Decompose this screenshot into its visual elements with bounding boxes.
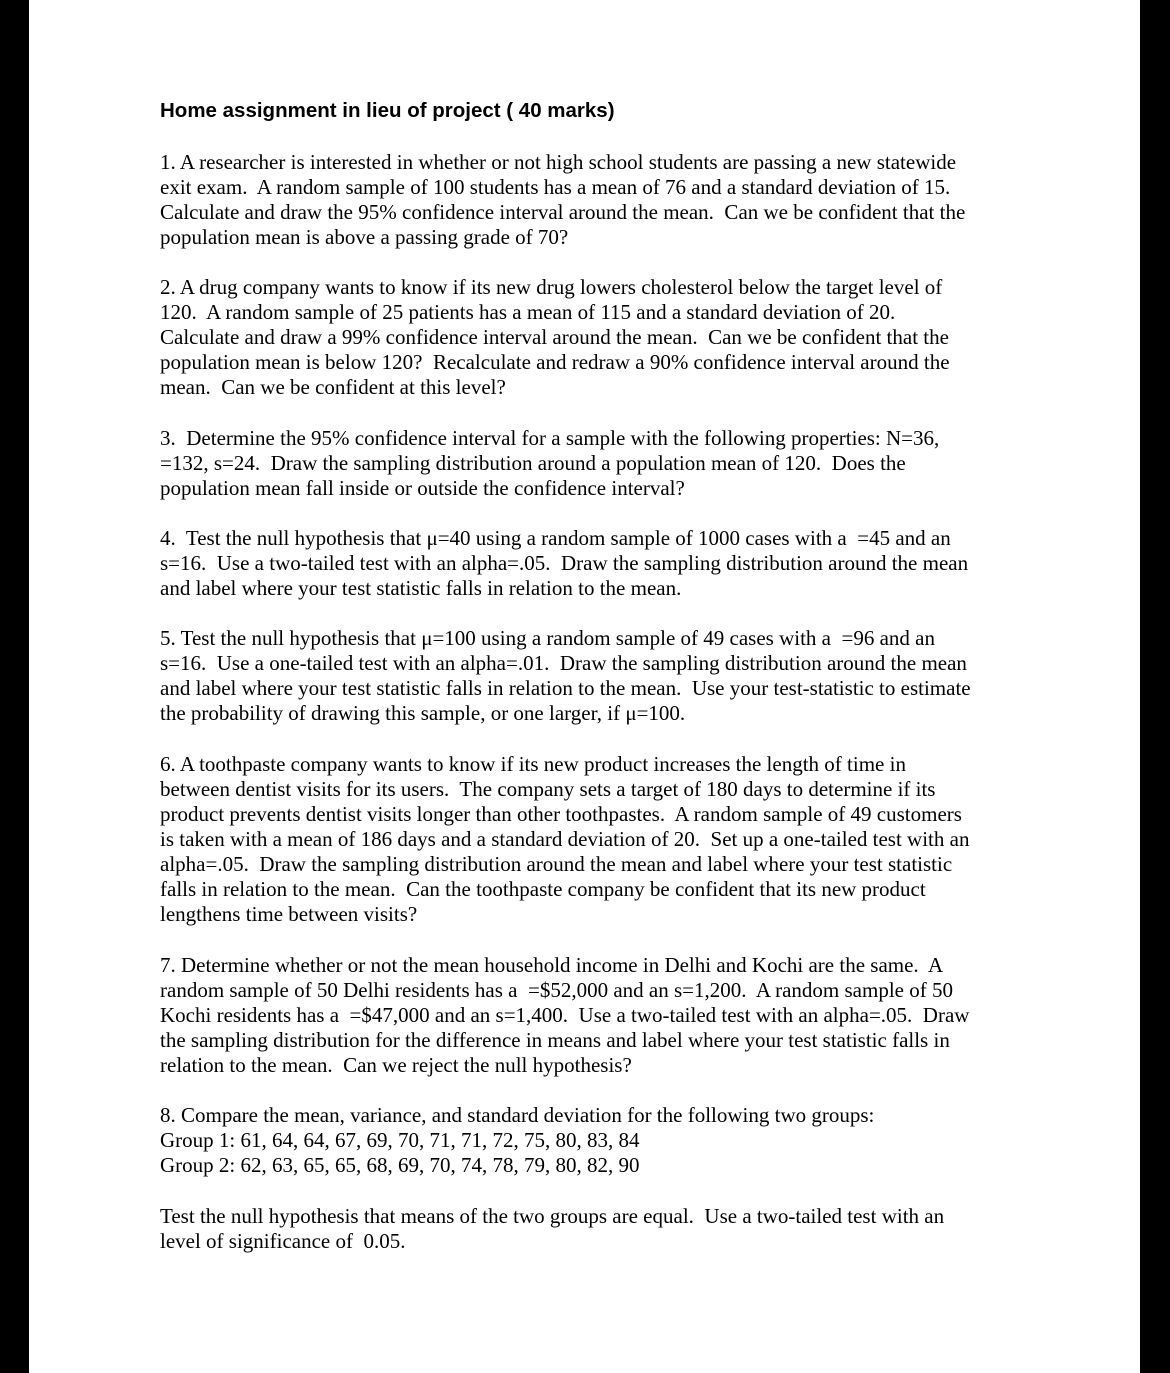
question-8-line: Group 1: 61, 64, 64, 67, 69, 70, 71, 71, 72, 75, 80, 83, 84: [160, 1128, 640, 1152]
document-page: [29, 0, 1140, 1373]
question-2-line: Calculate and draw a 99% confidence interval around the mean. Can we be confident that the: [160, 325, 949, 349]
question-6-line: lengthens time between visits?: [160, 902, 418, 926]
question-6-line: between dentist visits for its users. The company sets a target of 180 days to determine if its: [160, 777, 936, 801]
question-7: [160, 953, 969, 1078]
question-6-line: alpha=.05. Draw the sampling distribution around the mean and label where your test statistic: [160, 852, 953, 876]
question-5: [160, 626, 971, 726]
question-8-test: [160, 1204, 944, 1254]
question-4-line: 4. Test the null hypothesis that μ=40 using a random sample of 1000 cases with a =45 and an: [160, 526, 951, 550]
question-5-line: s=16. Use a one-tailed test with an alpha=.01. Draw the sampling distribution around the mean: [160, 651, 967, 675]
question-8-line: Group 2: 62, 63, 65, 65, 68, 69, 70, 74, 78, 79, 80, 82, 90: [160, 1153, 640, 1177]
document-title: Home assignment in lieu of project ( 40 marks): [160, 99, 615, 122]
question-5-line: the probability of drawing this sample, or one larger, if μ=100.: [160, 701, 686, 725]
question-3-line: population mean fall inside or outside the confidence interval?: [160, 476, 685, 500]
question-1-line: population mean is above a passing grade of 70?: [160, 225, 569, 249]
question-3-line: 3. Determine the 95% confidence interval for a sample with the following properties: N=36,: [160, 426, 940, 450]
question-2-line: population mean is below 120? Recalculate and redraw a 90% confidence interval around the: [160, 350, 950, 374]
question-8-line: 8. Compare the mean, variance, and standard deviation for the following two groups:: [160, 1103, 875, 1127]
question-8: [160, 1103, 874, 1178]
question-7-line: 7. Determine whether or not the mean household income in Delhi and Kochi are the same. A: [160, 953, 944, 977]
question-4-line: s=16. Use a two-tailed test with an alpha=.05. Draw the sampling distribution around the mean: [160, 551, 969, 575]
question-2-line: mean. Can we be confident at this level?: [160, 375, 506, 399]
question-7-line: relation to the mean. Can we reject the null hypothesis?: [160, 1053, 632, 1077]
question-5-line: and label where your test statistic falls in relation to the mean. Use your test-statistic to estimate: [160, 676, 971, 700]
question-3: [160, 426, 939, 501]
question-6-line: is taken with a mean of 186 days and a standard deviation of 20. Set up a one-tailed test with an: [160, 827, 970, 851]
question-2-line: 120. A random sample of 25 patients has a mean of 115 and a standard deviation of 20.: [160, 300, 896, 324]
question-6-line: 6. A toothpaste company wants to know if its new product increases the length of time in: [160, 752, 906, 776]
question-6-line: falls in relation to the mean. Can the toothpaste company be confident that its new product: [160, 877, 926, 901]
question-7-line: the sampling distribution for the difference in means and label where your test statistic falls in: [160, 1028, 950, 1052]
question-5-line: 5. Test the null hypothesis that μ=100 using a random sample of 49 cases with a =96 and an: [160, 626, 935, 650]
question-2-line: 2. A drug company wants to know if its new drug lowers cholesterol below the target level of: [160, 275, 943, 299]
question-1-line: Calculate and draw the 95% confidence interval around the mean. Can we be confident that the: [160, 200, 966, 224]
question-3-line: =132, s=24. Draw the sampling distribution around a population mean of 120. Does the: [160, 451, 906, 475]
question-7-line: random sample of 50 Delhi residents has a =$52,000 and an s=1,200. A random sample of 50: [160, 978, 953, 1002]
question-1: [160, 150, 965, 250]
question-2: [160, 275, 950, 400]
question-4: [160, 526, 968, 601]
question-6: [160, 752, 969, 927]
question-7-line: Kochi residents has a =$47,000 and an s=1,400. Use a two-tailed test with an alpha=.05. Draw: [160, 1003, 970, 1027]
question-8-test-line: Test the null hypothesis that means of the two groups are equal. Use a two-tailed test with an: [160, 1204, 945, 1228]
question-4-line: and label where your test statistic falls in relation to the mean.: [160, 576, 682, 600]
question-6-line: product prevents dentist visits longer than other toothpastes. A random sample of 49 customers: [160, 802, 962, 826]
question-1-line: exit exam. A random sample of 100 students has a mean of 76 and a standard deviation of 15.: [160, 175, 951, 199]
question-1-line: 1. A researcher is interested in whether or not high school students are passing a new statewide: [160, 150, 957, 174]
question-8-test-line: level of significance of 0.05.: [160, 1229, 406, 1253]
